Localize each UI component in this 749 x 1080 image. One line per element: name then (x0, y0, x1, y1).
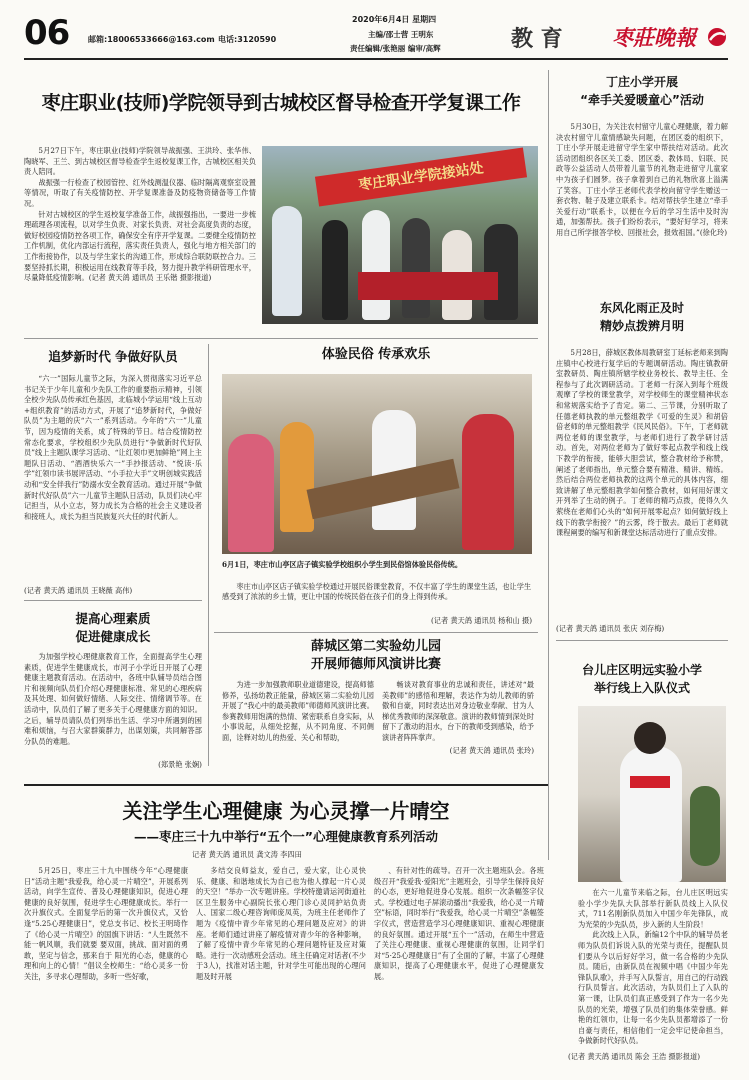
dongfeng-title-line1: 东风化雨正及时 (599, 301, 684, 315)
dingtou-title-line2: “牵手关爱暖童心”活动 (580, 93, 704, 107)
banner-text: 枣庄职业学院接站处 (357, 160, 485, 194)
lead-headline: 枣庄职业(技师)学院领导到古城校区督导检查开学复课工作 (41, 92, 521, 114)
newspaper-logo: 枣莊晚報 (612, 25, 696, 50)
xuecheng-col1 (222, 680, 374, 744)
tigao-credit: (郑景艳 张娴) (158, 760, 202, 769)
tiyan-caption-body: 枣庄市山亭区店子镇实验学校通过开展民俗课堂教育，不仅丰富了学生的课堂生活，也让学生感受到了浓浓的乡土情，更让中国的传统民俗在孩子们的身上得到传承。 (222, 582, 532, 601)
xuecheng-title-line1: 薛城区第二实验幼儿园 (310, 639, 441, 654)
dongfeng-paragraph: 5月28日，薛城区教体局教研室丁延标老师来到陶庄镇中心校进行复学后的专题调研活动。陶庄镇教研室教研员、陶庄镇所辖学校业务校长、教导主任、全程参与了此次调研活动。丁老师一行深入到每个班级观摩了学校的课堂教学，对学校师生的课堂精神状态和常规落实给予了肯定。第二、三节课，分别听取了任德老师执教的单元整组教学《可爱的生灵》和胡倍倍老师的单元整组教学《民风民俗》。下午，丁老师就两位老师的课堂教学，与老师们进行了教学研讨活动。首先，对两位老师为了做好零起点教学和线上线下教学的衔接，能够大胆尝试，整合教材给予称赞，阐述了老师指出，单元整合要有精准、精讲、精练。然后结合两位老师执教的这两个单元的具体内容，细致讲解了单元整组教学如何整合教材，如何用好课文开列举了生动的例子。丁老师的精巧点拨，使得久久萦绕在老师们心头的“如何开展零起点？如何做好线上线下的教学衔接？”的云雾，终于散去。最后丁老师就课程阐要的编写和新课堂达标活动进行了重点安排。 (556, 348, 728, 538)
section-divider (214, 632, 538, 633)
child-figure (462, 414, 514, 550)
tigao-paragraph: 为加强学校心理健康教育工作，全面提高学生心理素质，促进学生健康成长，市河子小学近日开展了心理健康主题教育活动。在活动中，各班中队辅导员结合图片和视频向队员们介绍心理健康标准、常见的心理疾病及其处理、如何做好情绪、人际交往、情绪调节等。在活动中，队员们了解了更多关于心理健康方面的知识。之后，辅导员请队员们列举出生活、学习中所遇到的困难和烦恼，与召大家群策群力，出谋划策，共同解答部分队员的难题。 (24, 652, 202, 746)
dongfeng-body (556, 348, 728, 539)
dongfeng-credit: (记者 黄天鸽 通讯员 张庆 刘存梅) (556, 624, 665, 633)
zhuimeng-paragraph: “六一”国际儿童节之际，为深入贯彻落实习近平总书记关于少年儿童和少先队工作的重要指示精神，引领全校少先队员传承红色基因，北临城小学运用“线上互动+组织教育”的活动方式，开展了“追梦新时代，争做好队员”为主题的庆“六一”系列活动。今年的“六一”儿童节，因为疫情的关系，成了特殊的节日。结合疫情防控常态化要求，学校组织少先队员进行“争做新时代好队员”线上主题队课学习活动、“让红领巾更加鲜艳”网上主题队日活动、“酒酒快乐六一”手抄报活动、“悦读·乐学”红领巾读书展评活动、“小手拉大手”文明创城实践活动和“安全伴我行”防溺水安全教育活动。通过开展“争做新时代好队员”六一儿童节主题队日活动，队员们决心牢记担当，从小立志，努力成长为合格的社会主义建设者和接班人，成长为担当民族复兴大任的时代新人。 (24, 374, 202, 521)
tiyan-credit: (记者 黄天鸽 通讯员 杨和山 摄) (431, 616, 532, 625)
section-divider (24, 600, 202, 601)
issue-date: 2020年6月4日 星期四 (352, 15, 437, 24)
contact-email: 邮箱:18006533666@163.com (88, 35, 215, 44)
column-rule (208, 344, 209, 766)
person-figure (402, 218, 430, 318)
mental-col3 (374, 866, 544, 983)
student-head (634, 722, 666, 754)
taierzhuang-credit: (记者 黄天鸽 通讯员 陈会 王浩 摄影报道) (568, 1052, 701, 1061)
lead-paragraph: 针对古城校区的学生返校复学准备工作，战振强指出，一要进一步梳理疏理各项流程，以对学生负责、对家长负责、对社会高度负责的态度，做好校园疫情防控各项工作，确保安全有序开学复课。二要健全疫情防控工作机制，优化内部运行流程，落实责任负责人，强化与地方相关部门的工作衔接协作，以及与学生家长的沟通工作，形成综合联防联控合力。三要坚持抓长期，积极运用在线教育等手段，努力提升教学科研管理水平，尽量降低疫情影响。(记者 黄天鸽 通讯员 王乐锴 摄影报道) (24, 209, 256, 283)
tiyan-title: 体验民俗 传承欢乐 (321, 347, 431, 362)
person-figure (362, 210, 390, 320)
section-divider (24, 784, 548, 786)
tiyan-photo (222, 374, 532, 554)
masthead (0, 0, 749, 60)
xuecheng-paragraph: 为进一步加强教师职业道德建设，提高师德修养，弘扬幼教正能量，薛城区第二实验幼儿园开展了“我心中的最美教师”师德师风演讲比赛。参赛教师用饱满的热情、紧密联系自身实际，从小事说起，从细处挖掘，从不同角度、不同侧面，诠释对幼儿的热爱、关心和帮助， (222, 680, 374, 742)
child-figure (228, 434, 274, 552)
taierzhuang-title-line2: 举行线上入队仪式 (593, 681, 690, 695)
dingtou-title-line1: 丁庄小学开展 (605, 75, 678, 89)
chief-editor: 主编/邵士营 王明东 (368, 30, 434, 39)
mental-paragraph: 、有针对性的疏导。召开一次主题班队会。各班级召开“我爱我·爱阳光”主题班会，引导学生保持良好的心态，更好地促进身心发展。组织一次条幅签字仪式。学校通过电子屏滚动播出“我爱我，给心灵一片晴空”标语，同时举行“我爱我，给心灵一片晴空”条幅签字仪式，营造营造学习心理健康知识、重视心理健康的良好氛围。通过开展“五个一”活动，在师生中营造了关注心理健康、重视心理健康的氛围，让同学们对“5·25心理健康日”有了全面的了解，丰富了心理健康知识，提高了心理健康水平，促进了心理健康发展。 (374, 866, 544, 981)
person-figure (272, 206, 302, 316)
taierzhuang-paragraph: 在六一儿童节来临之际，台儿庄区明远实验小学少先队大队部举行新队员线上入队仪式，711名刚新队员加入中国少年先锋队，成为光荣的少先队员，步入新的人生阶段！ (578, 888, 728, 929)
mental-col2 (196, 866, 366, 983)
red-scarf (630, 776, 670, 788)
lead-photo (262, 146, 538, 324)
mental-paragraph: 5月25日，枣庄三十九中围绕今年“心理健康日”活动主题“我爱我，给心灵一片晴空”，开展系列活动，向学生宣传、普及心理健康知识，促进心理健康的良好氛围，促进学生心理健康成长。举行一次升旗仪式。全面复学后的第一次升旗仪式，又恰逢“5.25心理健康日”，党总支书记、校长王明琦作了《给心灵一片晴空》的国旗下讲话：“人生既然不能一帆风顺，我们就要 要双面，挑战、面对面的勇敢，坚定与信念，那来自于 阳光的心态，健康的心理和向上的心情！”倡议全校师生：“给心灵多一份关注，多寻求心理帮助，多听一些好歌， (24, 866, 188, 981)
plant-decor (690, 786, 720, 866)
check-table (358, 272, 498, 300)
dingtou-paragraph: 5月30日，为关注农村留守儿童心理健康，着力解决农村留守儿童情感缺失问题，在团区委的组织下，丁庄小学开展走进留守学生家中帮扶结对活动。此次活动团组织各区关工委、团区委、教体局、妇联、民政等公益活动人员带着儿童节的礼物走进留守儿童家中为孩子们圆梦。孩子拿着到自己的礼物欣喜上溢满了笑容。丁庄小学王老师代表学校向留守学生赠送一套衣物、鞋子及建立联系卡。结对帮扶学生建立“牵手关爱行动”联系卡，以便在今后的学习生活中及时沟通，加强帮扶。孩子们纷纷表示，“要好好学习，将来用自己所学报答学校、回报社会，报效祖国。”(徐化玲) (556, 122, 728, 237)
welcome-banner (315, 148, 527, 207)
student-figure (620, 746, 682, 882)
xuecheng-col2 (382, 680, 534, 744)
dongfeng-title-line2: 精妙点拨辨月明 (599, 319, 684, 333)
tigao-title-line2: 促进健康成长 (75, 629, 151, 644)
tiyan-caption-head: 6月1日，枣庄市山亭区店子镇实验学校组织小学生到民俗馆体验民俗传统。 (222, 560, 463, 569)
masthead-rule (24, 58, 728, 60)
section-divider (24, 338, 538, 339)
person-figure (322, 220, 348, 320)
taierzhuang-photo (578, 706, 726, 882)
mental-paragraph: 多结交良师益友，爱自己，爱大家，让心灵快乐、健康、和谐地成长为自己也为他人撑起一片心灵的天空！”举办一次专题讲座。学校特邀请运河街道社区卫生服务中心副院长张心理门诊心灵同护站负责人、国家二级心理咨询师庞凤英，为班主任老师作了题为《疫情中青少年常见的心理问题及应对》的讲座。老师们通过讲座了解疫情对青少年的各种影响，了解了疫情中青少年常见的心理问题特征及应对策略。进行一次动感班会活动。班主任确定对话者(不少于3人)，找准对话主题，针对学生可能出现的心理问题及时开展 (196, 866, 366, 981)
tigao-body (24, 652, 202, 747)
zhuimeng-credit: (记者 黄天鸽 通讯员 王晓薇 高伟) (24, 586, 133, 595)
mental-subhead: ——枣庄三十九中举行“五个一”心理健康教育系列活动 (134, 829, 438, 844)
zhuimeng-body (24, 374, 202, 522)
right-column-rule (548, 70, 549, 860)
mental-headline: 关注学生心理健康 为心灵撑一片晴空 (122, 799, 450, 823)
responsible-editor: 责任编辑/张艳丽 编审/高辉 (350, 44, 441, 53)
xuecheng-paragraph: 畅谈对教育事业的忠诚和责任，讲述对“最美教师”的感悟和理解，表达作为幼儿教师的骄傲和自豪，同时表达出对身边敬业奉献、甘为人梯优秀教师的深深敬意。演讲的教师情到深处时留下了激动的泪水，台下的教师受到感染，给予演讲者阵阵掌声。 (382, 680, 534, 742)
page-number: 06 (24, 13, 70, 53)
zhuimeng-title: 追梦新时代 争做好队员 (48, 349, 178, 364)
child-figure (280, 422, 314, 532)
tigao-title-line1: 提高心理素质 (75, 611, 151, 626)
lead-body (24, 146, 256, 284)
taierzhuang-paragraph: 此次线上入队，新编12个中队的辅导员老师为队员们诉说入队的光荣与责任，提醒队员们要从今以后好好学习，做一名合格的少先队员。随后，由新队员在视频中唱《中国少年先锋队队歌》，并手写入队誓言，用自己的行动践行队员誓言。此次活动，为队员们上了入队的第一课，让队员们真正感受到了作为一名少先队员的光荣，增强了队员们的集体荣誉感。鲜艳的红领巾，让每一名少先队员都增添了一份自豪与责任，相信他们一定会牢记使命担当，争做新时代好队员。 (578, 930, 728, 1046)
dingtou-body (556, 122, 728, 239)
taierzhuang-body (578, 888, 728, 1047)
contact-phone: 电话:3120590 (218, 35, 277, 44)
lead-paragraph: 战振强一行检查了校园管控、红外线测温仪器、临时隔离观察室设置等情况，听取了有关疫情防控、开学复课准备及防疫物资储备等工作情况。 (24, 177, 256, 208)
section-name: 教 育 (511, 27, 563, 52)
mental-col1 (24, 866, 188, 983)
logo-swoosh-icon (706, 26, 728, 48)
mental-byline: 记者 黄天鸽 通讯员 龚文涛 李四田 (192, 850, 302, 859)
xuecheng-credit: (记者 黄天鸽 通讯员 张玲) (449, 746, 534, 755)
lead-paragraph: 5月27日下午，枣庄职业(技师)学院领导战振强、王洪玲、张华伟、陶晓军、王兰、到古城校区督导检查学生返校复课工作，古城校区相关负责人陪同。 (24, 146, 256, 177)
section-divider (556, 640, 728, 641)
taierzhuang-title-line1: 台儿庄区明远实验小学 (581, 663, 702, 677)
xuecheng-title-line2: 开展师德师风演讲比赛 (310, 657, 441, 672)
